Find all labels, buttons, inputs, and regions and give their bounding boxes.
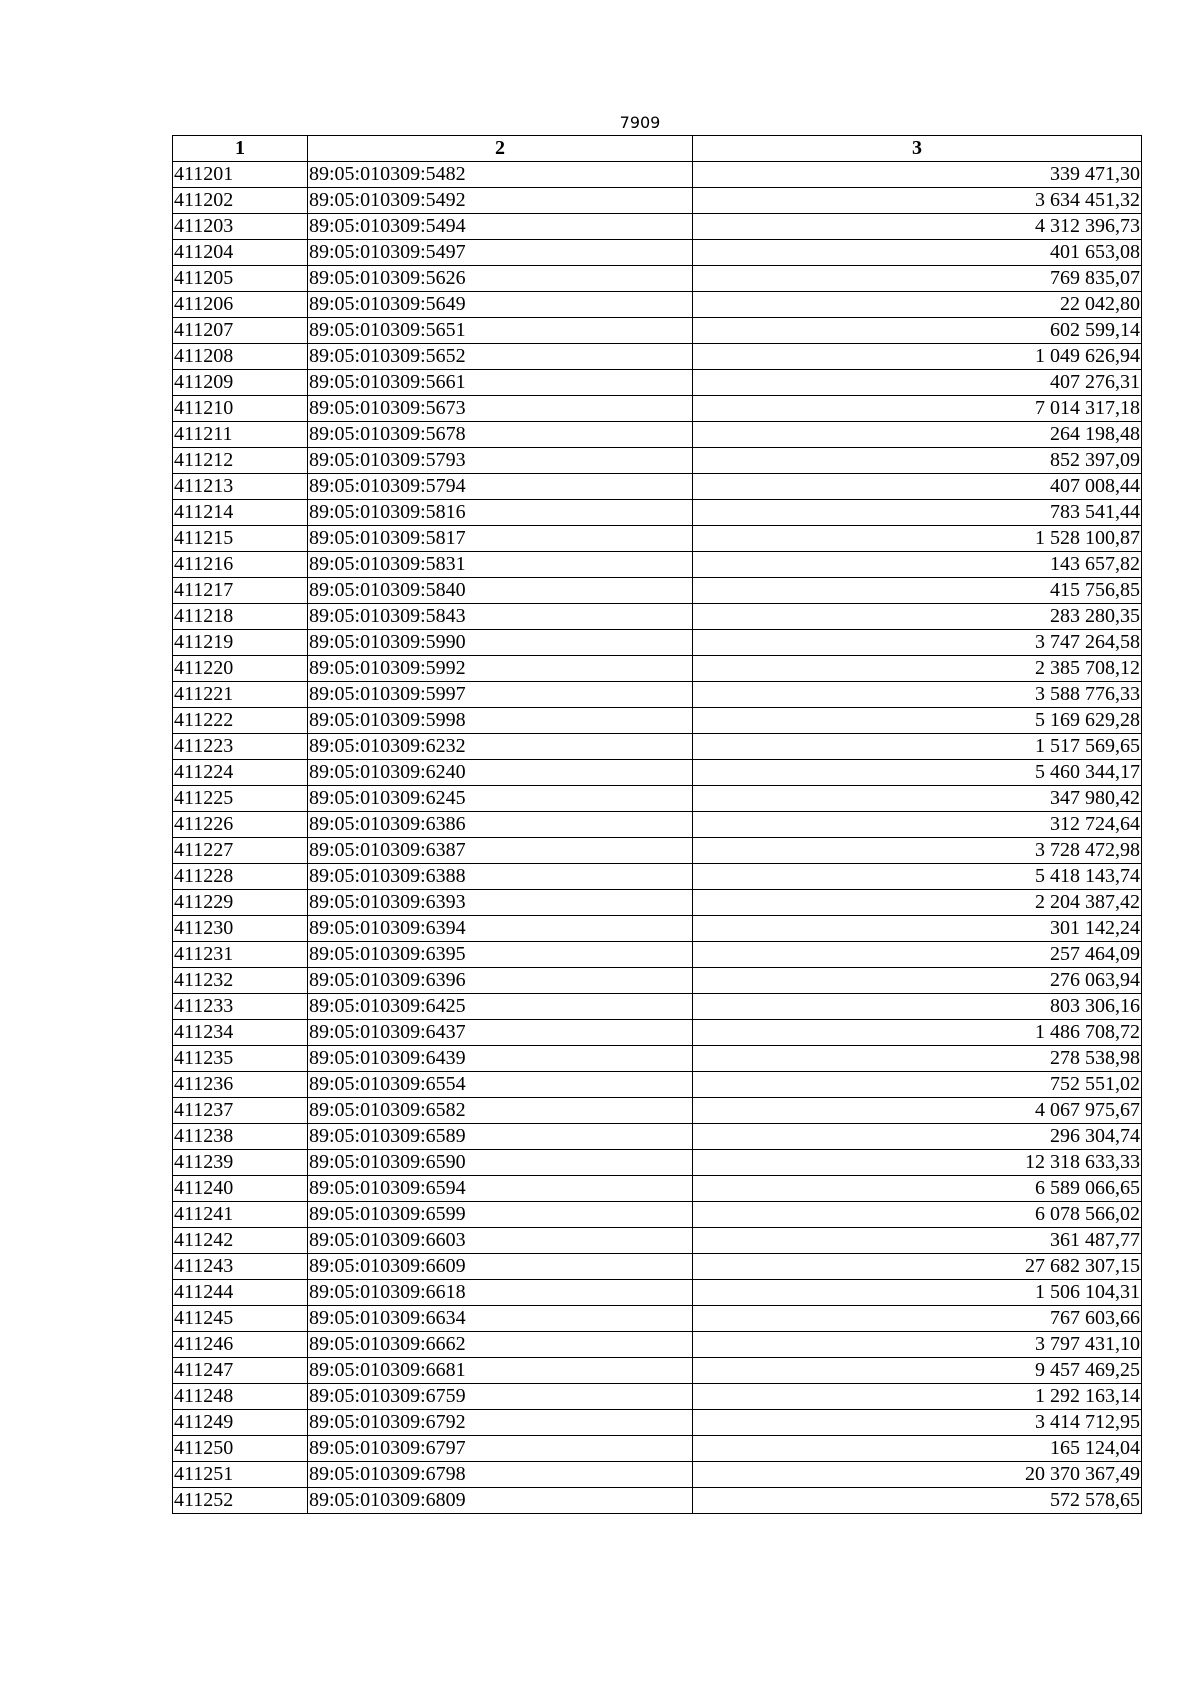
cadastral-number-cell: 89:05:010309:6437 — [308, 1020, 693, 1046]
row-number-cell: 411233 — [173, 994, 308, 1020]
table-row — [173, 1410, 1142, 1436]
table-row — [173, 1358, 1142, 1384]
cadastral-number-cell: 89:05:010309:6240 — [308, 760, 693, 786]
cadastral-number-cell: 89:05:010309:6386 — [308, 812, 693, 838]
table-row — [173, 1228, 1142, 1254]
cadastral-number-cell: 89:05:010309:5651 — [308, 318, 693, 344]
value-cell: 165 124,04 — [693, 1436, 1142, 1462]
value-cell: 12 318 633,33 — [693, 1150, 1142, 1176]
cadastral-number-cell: 89:05:010309:6394 — [308, 916, 693, 942]
value-cell: 783 541,44 — [693, 500, 1142, 526]
row-number-cell: 411202 — [173, 188, 308, 214]
table-row — [173, 812, 1142, 838]
row-number-cell: 411240 — [173, 1176, 308, 1202]
row-number-cell: 411223 — [173, 734, 308, 760]
table-row — [173, 1332, 1142, 1358]
table-row — [173, 1436, 1142, 1462]
table-row — [173, 1254, 1142, 1280]
cadastral-number-cell: 89:05:010309:5661 — [308, 370, 693, 396]
row-number-cell: 411207 — [173, 318, 308, 344]
row-number-cell: 411235 — [173, 1046, 308, 1072]
cadastral-number-cell: 89:05:010309:5673 — [308, 396, 693, 422]
row-number-cell: 411216 — [173, 552, 308, 578]
table-row — [173, 396, 1142, 422]
cadastral-number-cell: 89:05:010309:6395 — [308, 942, 693, 968]
cadastral-number-cell: 89:05:010309:6759 — [308, 1384, 693, 1410]
cadastral-number-cell: 89:05:010309:5497 — [308, 240, 693, 266]
value-cell: 4 312 396,73 — [693, 214, 1142, 240]
cadastral-number-cell: 89:05:010309:6396 — [308, 968, 693, 994]
value-cell: 1 486 708,72 — [693, 1020, 1142, 1046]
table-row — [173, 1124, 1142, 1150]
row-number-cell: 411209 — [173, 370, 308, 396]
table-row — [173, 864, 1142, 890]
cadastral-number-cell: 89:05:010309:5817 — [308, 526, 693, 552]
table-row — [173, 968, 1142, 994]
value-cell: 5 460 344,17 — [693, 760, 1142, 786]
row-number-cell: 411248 — [173, 1384, 308, 1410]
table-row — [173, 526, 1142, 552]
column-header-1: 1 — [173, 136, 308, 162]
row-number-cell: 411230 — [173, 916, 308, 942]
cadastral-number-cell: 89:05:010309:5840 — [308, 578, 693, 604]
row-number-cell: 411242 — [173, 1228, 308, 1254]
row-number-cell: 411252 — [173, 1488, 308, 1514]
table-row — [173, 1280, 1142, 1306]
table-row — [173, 890, 1142, 916]
column-header-2: 2 — [308, 136, 693, 162]
row-number-cell: 411208 — [173, 344, 308, 370]
cadastral-number-cell: 89:05:010309:6245 — [308, 786, 693, 812]
row-number-cell: 411221 — [173, 682, 308, 708]
value-cell: 9 457 469,25 — [693, 1358, 1142, 1384]
value-cell: 7 014 317,18 — [693, 396, 1142, 422]
table-row — [173, 630, 1142, 656]
value-cell: 3 797 431,10 — [693, 1332, 1142, 1358]
value-cell: 1 528 100,87 — [693, 526, 1142, 552]
table-row — [173, 474, 1142, 500]
row-number-cell: 411210 — [173, 396, 308, 422]
row-number-cell: 411205 — [173, 266, 308, 292]
cadastral-number-cell: 89:05:010309:5678 — [308, 422, 693, 448]
row-number-cell: 411232 — [173, 968, 308, 994]
cadastral-number-cell: 89:05:010309:6797 — [308, 1436, 693, 1462]
table-row — [173, 656, 1142, 682]
table-row — [173, 916, 1142, 942]
value-cell: 1 506 104,31 — [693, 1280, 1142, 1306]
cadastral-number-cell: 89:05:010309:6582 — [308, 1098, 693, 1124]
value-cell: 278 538,98 — [693, 1046, 1142, 1072]
row-number-cell: 411231 — [173, 942, 308, 968]
cadastral-number-cell: 89:05:010309:6798 — [308, 1462, 693, 1488]
row-number-cell: 411250 — [173, 1436, 308, 1462]
cadastral-number-cell: 89:05:010309:5652 — [308, 344, 693, 370]
row-number-cell: 411241 — [173, 1202, 308, 1228]
value-cell: 27 682 307,15 — [693, 1254, 1142, 1280]
row-number-cell: 411246 — [173, 1332, 308, 1358]
value-cell: 339 471,30 — [693, 162, 1142, 188]
table-row — [173, 266, 1142, 292]
table-row — [173, 1306, 1142, 1332]
value-cell: 767 603,66 — [693, 1306, 1142, 1332]
value-cell: 401 653,08 — [693, 240, 1142, 266]
row-number-cell: 411219 — [173, 630, 308, 656]
cadastral-number-cell: 89:05:010309:6603 — [308, 1228, 693, 1254]
table-row — [173, 786, 1142, 812]
value-cell: 407 008,44 — [693, 474, 1142, 500]
value-cell: 276 063,94 — [693, 968, 1142, 994]
cadastral-number-cell: 89:05:010309:6662 — [308, 1332, 693, 1358]
table-row — [173, 318, 1142, 344]
value-cell: 1 049 626,94 — [693, 344, 1142, 370]
row-number-cell: 411229 — [173, 890, 308, 916]
value-cell: 301 142,24 — [693, 916, 1142, 942]
cadastral-number-cell: 89:05:010309:5998 — [308, 708, 693, 734]
value-cell: 769 835,07 — [693, 266, 1142, 292]
value-cell: 6 589 066,65 — [693, 1176, 1142, 1202]
row-number-cell: 411227 — [173, 838, 308, 864]
table-header — [173, 136, 1142, 162]
cadastral-number-cell: 89:05:010309:6599 — [308, 1202, 693, 1228]
cadastral-number-cell: 89:05:010309:6809 — [308, 1488, 693, 1514]
cadastral-number-cell: 89:05:010309:5626 — [308, 266, 693, 292]
table-row — [173, 708, 1142, 734]
header-row — [173, 136, 1142, 162]
value-cell: 415 756,85 — [693, 578, 1142, 604]
value-cell: 3 747 264,58 — [693, 630, 1142, 656]
cadastral-number-cell: 89:05:010309:5816 — [308, 500, 693, 526]
cadastral-number-cell: 89:05:010309:6594 — [308, 1176, 693, 1202]
table-row — [173, 370, 1142, 396]
table-row — [173, 1176, 1142, 1202]
table-row — [173, 838, 1142, 864]
table-row — [173, 162, 1142, 188]
cadastral-number-cell: 89:05:010309:6609 — [308, 1254, 693, 1280]
table-row — [173, 1046, 1142, 1072]
table-row — [173, 344, 1142, 370]
cadastral-number-cell: 89:05:010309:5990 — [308, 630, 693, 656]
row-number-cell: 411251 — [173, 1462, 308, 1488]
value-cell: 264 198,48 — [693, 422, 1142, 448]
cadastral-number-cell: 89:05:010309:5494 — [308, 214, 693, 240]
value-cell: 20 370 367,49 — [693, 1462, 1142, 1488]
value-cell: 3 588 776,33 — [693, 682, 1142, 708]
value-cell: 1 292 163,14 — [693, 1384, 1142, 1410]
row-number-cell: 411237 — [173, 1098, 308, 1124]
table-row — [173, 1462, 1142, 1488]
value-cell: 4 067 975,67 — [693, 1098, 1142, 1124]
table-row — [173, 240, 1142, 266]
row-number-cell: 411234 — [173, 1020, 308, 1046]
row-number-cell: 411245 — [173, 1306, 308, 1332]
value-cell: 312 724,64 — [693, 812, 1142, 838]
table-row — [173, 552, 1142, 578]
value-cell: 3 634 451,32 — [693, 188, 1142, 214]
value-cell: 572 578,65 — [693, 1488, 1142, 1514]
row-number-cell: 411203 — [173, 214, 308, 240]
value-cell: 347 980,42 — [693, 786, 1142, 812]
table-row — [173, 994, 1142, 1020]
value-cell: 803 306,16 — [693, 994, 1142, 1020]
row-number-cell: 411218 — [173, 604, 308, 630]
row-number-cell: 411201 — [173, 162, 308, 188]
table-row — [173, 214, 1142, 240]
row-number-cell: 411213 — [173, 474, 308, 500]
cadastral-number-cell: 89:05:010309:6554 — [308, 1072, 693, 1098]
cadastral-number-cell: 89:05:010309:5831 — [308, 552, 693, 578]
value-cell: 752 551,02 — [693, 1072, 1142, 1098]
value-cell: 852 397,09 — [693, 448, 1142, 474]
table-body — [173, 162, 1142, 1514]
value-cell: 3 414 712,95 — [693, 1410, 1142, 1436]
row-number-cell: 411225 — [173, 786, 308, 812]
cadastral-number-cell: 89:05:010309:5492 — [308, 188, 693, 214]
row-number-cell: 411204 — [173, 240, 308, 266]
cadastral-number-cell: 89:05:010309:5482 — [308, 162, 693, 188]
row-number-cell: 411247 — [173, 1358, 308, 1384]
cadastral-number-cell: 89:05:010309:5997 — [308, 682, 693, 708]
table-row — [173, 1150, 1142, 1176]
cadastral-number-cell: 89:05:010309:6589 — [308, 1124, 693, 1150]
cadastral-number-cell: 89:05:010309:6439 — [308, 1046, 693, 1072]
cadastral-number-cell: 89:05:010309:5649 — [308, 292, 693, 318]
cadastral-number-cell: 89:05:010309:6232 — [308, 734, 693, 760]
table-row — [173, 1020, 1142, 1046]
row-number-cell: 411238 — [173, 1124, 308, 1150]
value-cell: 3 728 472,98 — [693, 838, 1142, 864]
row-number-cell: 411224 — [173, 760, 308, 786]
table-row — [173, 682, 1142, 708]
table-row — [173, 942, 1142, 968]
table-row — [173, 292, 1142, 318]
table-row — [173, 760, 1142, 786]
cadastral-number-cell: 89:05:010309:5794 — [308, 474, 693, 500]
table-row — [173, 1072, 1142, 1098]
value-cell: 22 042,80 — [693, 292, 1142, 318]
value-cell: 143 657,82 — [693, 552, 1142, 578]
row-number-cell: 411226 — [173, 812, 308, 838]
row-number-cell: 411215 — [173, 526, 308, 552]
table-row — [173, 1202, 1142, 1228]
table-row — [173, 734, 1142, 760]
cadastral-number-cell: 89:05:010309:5992 — [308, 656, 693, 682]
cadastral-number-cell: 89:05:010309:5793 — [308, 448, 693, 474]
row-number-cell: 411206 — [173, 292, 308, 318]
table-row — [173, 500, 1142, 526]
row-number-cell: 411239 — [173, 1150, 308, 1176]
table-row — [173, 422, 1142, 448]
row-number-cell: 411243 — [173, 1254, 308, 1280]
value-cell: 1 517 569,65 — [693, 734, 1142, 760]
row-number-cell: 411228 — [173, 864, 308, 890]
value-cell: 283 280,35 — [693, 604, 1142, 630]
cadastral-number-cell: 89:05:010309:6387 — [308, 838, 693, 864]
table-row — [173, 1384, 1142, 1410]
table-row — [173, 578, 1142, 604]
value-cell: 361 487,77 — [693, 1228, 1142, 1254]
value-cell: 6 078 566,02 — [693, 1202, 1142, 1228]
value-cell: 602 599,14 — [693, 318, 1142, 344]
value-cell: 296 304,74 — [693, 1124, 1142, 1150]
table-row — [173, 604, 1142, 630]
row-number-cell: 411220 — [173, 656, 308, 682]
row-number-cell: 411214 — [173, 500, 308, 526]
value-cell: 2 204 387,42 — [693, 890, 1142, 916]
row-number-cell: 411249 — [173, 1410, 308, 1436]
row-number-cell: 411212 — [173, 448, 308, 474]
row-number-cell: 411244 — [173, 1280, 308, 1306]
cadastral-number-cell: 89:05:010309:6393 — [308, 890, 693, 916]
row-number-cell: 411236 — [173, 1072, 308, 1098]
value-cell: 5 169 629,28 — [693, 708, 1142, 734]
table-row — [173, 448, 1142, 474]
value-cell: 407 276,31 — [693, 370, 1142, 396]
row-number-cell: 411211 — [173, 422, 308, 448]
table-row — [173, 188, 1142, 214]
cadastral-number-cell: 89:05:010309:5843 — [308, 604, 693, 630]
cadastral-number-cell: 89:05:010309:6792 — [308, 1410, 693, 1436]
column-header-3: 3 — [693, 136, 1142, 162]
row-number-cell: 411222 — [173, 708, 308, 734]
value-cell: 2 385 708,12 — [693, 656, 1142, 682]
cadastral-number-cell: 89:05:010309:6634 — [308, 1306, 693, 1332]
table-row — [173, 1098, 1142, 1124]
cadastral-number-cell: 89:05:010309:6590 — [308, 1150, 693, 1176]
row-number-cell: 411217 — [173, 578, 308, 604]
cadastral-number-cell: 89:05:010309:6388 — [308, 864, 693, 890]
data-table — [172, 135, 1142, 1514]
cadastral-number-cell: 89:05:010309:6425 — [308, 994, 693, 1020]
page-number: 7909 — [619, 113, 661, 132]
value-cell: 257 464,09 — [693, 942, 1142, 968]
cadastral-number-cell: 89:05:010309:6618 — [308, 1280, 693, 1306]
value-cell: 5 418 143,74 — [693, 864, 1142, 890]
table-row — [173, 1488, 1142, 1514]
cadastral-number-cell: 89:05:010309:6681 — [308, 1358, 693, 1384]
